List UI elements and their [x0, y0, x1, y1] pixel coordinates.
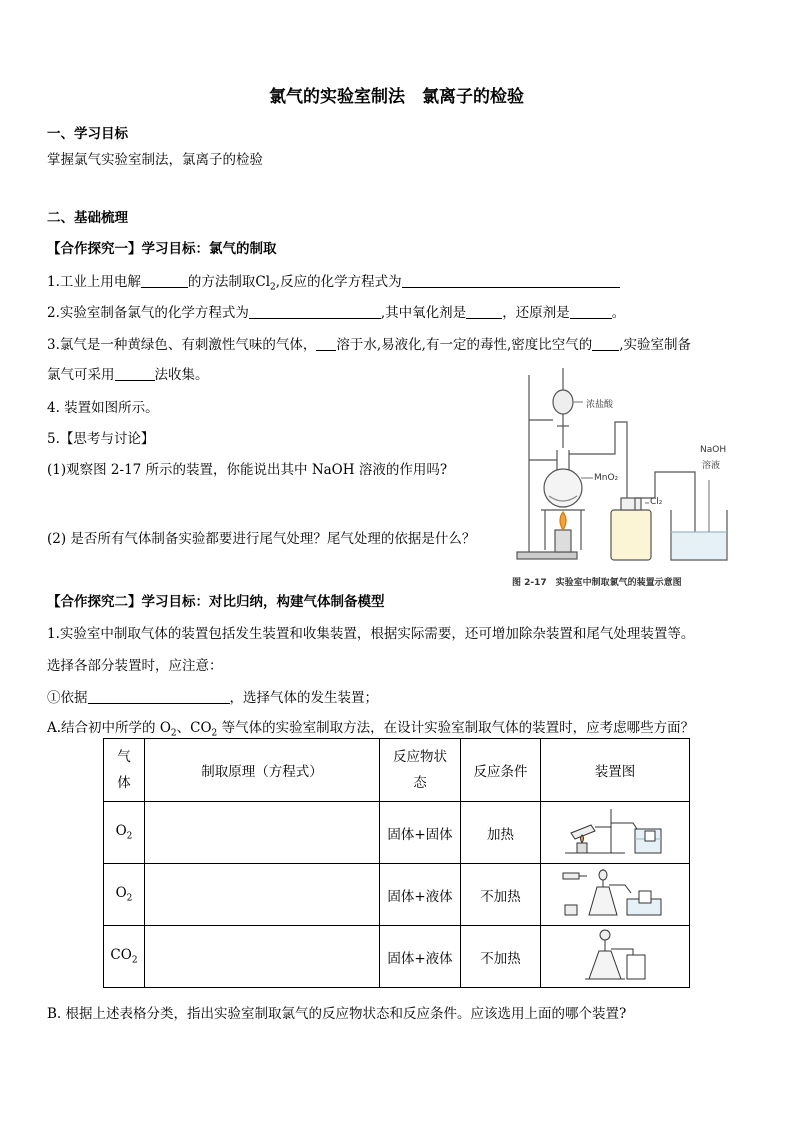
row1-gas: $O_2$	[104, 802, 145, 864]
q1-subscript: 2	[270, 282, 276, 293]
row3-condition: 不加热	[461, 926, 541, 988]
header-reactant-state: 反应物状 态	[380, 739, 461, 802]
header-gas: 气 体	[104, 739, 145, 802]
row3-principle[interactable]	[145, 926, 380, 988]
qa-sub-o2: 2	[170, 728, 177, 739]
question-5-1: (1)观察图 2-17 所示的装置，你能说出其中 NaOH 溶液的作用吗?	[47, 462, 448, 478]
collecting-bottle	[611, 510, 651, 560]
label-cl2: Cl₂	[650, 497, 663, 507]
label-naoh: NaOH	[700, 445, 727, 455]
question-1	[47, 270, 620, 293]
qa-sub-co2: 2	[211, 728, 218, 739]
figure-caption: 图 2-17 实验室中制取氯气的装置示意图	[512, 578, 682, 588]
point1-text-a: ①依据	[47, 690, 88, 706]
q3-text-e: 法收集。	[154, 367, 209, 383]
row2-state: 固体+液体	[380, 864, 461, 926]
co2-apparatus-image	[555, 927, 675, 983]
q2-blank-equation[interactable]	[249, 304, 381, 319]
row1-apparatus	[541, 802, 690, 864]
heating-apparatus-image	[555, 805, 675, 857]
label-solution: 溶液	[702, 461, 721, 471]
qa-text-b: 、CO	[176, 720, 212, 736]
q2-blank-reductant[interactable]	[570, 304, 612, 319]
row3-apparatus	[541, 926, 690, 988]
inquiry2-paragraph-2: 选择各部分装置时，应注意：	[47, 658, 223, 674]
alcohol-lamp	[555, 530, 571, 552]
question-3-line2	[47, 363, 209, 383]
inquiry2-question-a	[47, 716, 694, 739]
chlorine-apparatus-figure	[505, 360, 773, 590]
header-principle: 制取原理（方程式）	[145, 739, 380, 802]
row3-state: 固体+液体	[380, 926, 461, 988]
q3-text-c: ,实验室制备	[619, 337, 692, 353]
table-row	[104, 864, 690, 926]
label-conc-hcl: 浓盐酸	[586, 400, 614, 410]
q3-blank-solubility[interactable]	[316, 336, 336, 351]
q1-text-b: 的方法制取Cl	[187, 274, 271, 290]
inquiry2-paragraph-1: 1.实验室中制取气体的装置包括发生装置和收集装置，根据实际需要，还可增加除杂装置和尾气处理装置等。	[47, 626, 695, 642]
section-heading-basics: 二、基础梳理	[47, 210, 128, 226]
row2-condition: 不加热	[461, 864, 541, 926]
row1-condition: 加热	[461, 802, 541, 864]
q2-blank-oxidant[interactable]	[466, 304, 502, 319]
inquiry2-point-1	[47, 686, 378, 706]
q1-blank-equation[interactable]	[402, 273, 620, 288]
row1-principle[interactable]	[145, 802, 380, 864]
q1-text-c: ,反应的化学方程式为	[275, 274, 402, 290]
row3-gas: $CO_2$	[104, 926, 145, 988]
gas-preparation-table	[103, 738, 690, 988]
row1-state: 固体+固体	[380, 802, 461, 864]
question-2	[47, 301, 625, 321]
q3-blank-density[interactable]	[592, 336, 619, 351]
q2-text-d: 。	[611, 305, 626, 321]
question-3-line1	[47, 333, 691, 353]
inquiry2-heading: 【合作探究二】学习目标：对比归纳，构建气体制备模型	[47, 594, 385, 610]
row2-principle[interactable]	[145, 864, 380, 926]
q3-text-b: 溶于水,易液化,有一定的毒性,密度比空气的	[336, 337, 593, 353]
stand-base	[517, 552, 577, 559]
separatory-funnel	[553, 390, 573, 414]
q3-text-a: 3.氯气是一种黄绿色、有刺激性气味的气体，	[47, 337, 317, 353]
question-5: 5.【思考与讨论】	[47, 431, 155, 447]
inquiry2-question-b: B. 根据上述表格分类，指出实验室制取氯气的反应物状态和反应条件。应该选用上面的哪个装置?	[47, 1006, 627, 1022]
header-apparatus: 装置图	[541, 739, 690, 802]
question-5-2: (2) 是否所有气体制备实验都要进行尾气处理？尾气处理的依据是什么？	[47, 531, 476, 547]
q1-text-a: 1.工业上用电解	[47, 274, 141, 290]
q2-text-c: ，还原剂是	[502, 305, 570, 321]
header-condition: 反应条件	[461, 739, 541, 802]
qa-text-c: 等气体的实验室制取方法，在设计实验室制取气体的装置时，应考虑哪些方面？	[217, 720, 695, 736]
row2-apparatus	[541, 864, 690, 926]
row2-gas: $O_2$	[104, 864, 145, 926]
q2-text-a: 2.实验室制备氯气的化学方程式为	[47, 305, 249, 321]
label-mno2: MnO₂	[594, 473, 619, 483]
q3-blank-collection[interactable]	[115, 366, 155, 381]
qa-text-a: A.结合初中所学的 O	[47, 720, 171, 736]
page-title: 氯气的实验室制法 氯离子的检验	[269, 87, 524, 107]
inquiry1-heading: 【合作探究一】学习目标：氯气的制取	[47, 241, 277, 257]
table-header-row	[104, 739, 690, 802]
point1-blank-basis[interactable]	[88, 689, 230, 704]
flame	[560, 512, 566, 530]
q3-text-d: 氯气可采用	[47, 367, 115, 383]
point1-text-b: ，选择气体的发生装置；	[229, 690, 378, 706]
flask-apparatus-image	[555, 865, 675, 921]
goals-text: 掌握氯气实验室制法，氯离子的检验	[47, 152, 263, 168]
q2-text-b: ,其中氧化剂是	[380, 305, 467, 321]
question-4: 4. 装置如图所示。	[47, 400, 159, 416]
q1-blank-electrolysis[interactable]	[141, 273, 188, 288]
section-heading-goals: 一、学习目标	[47, 126, 128, 142]
table-row	[104, 802, 690, 864]
table-row	[104, 926, 690, 988]
